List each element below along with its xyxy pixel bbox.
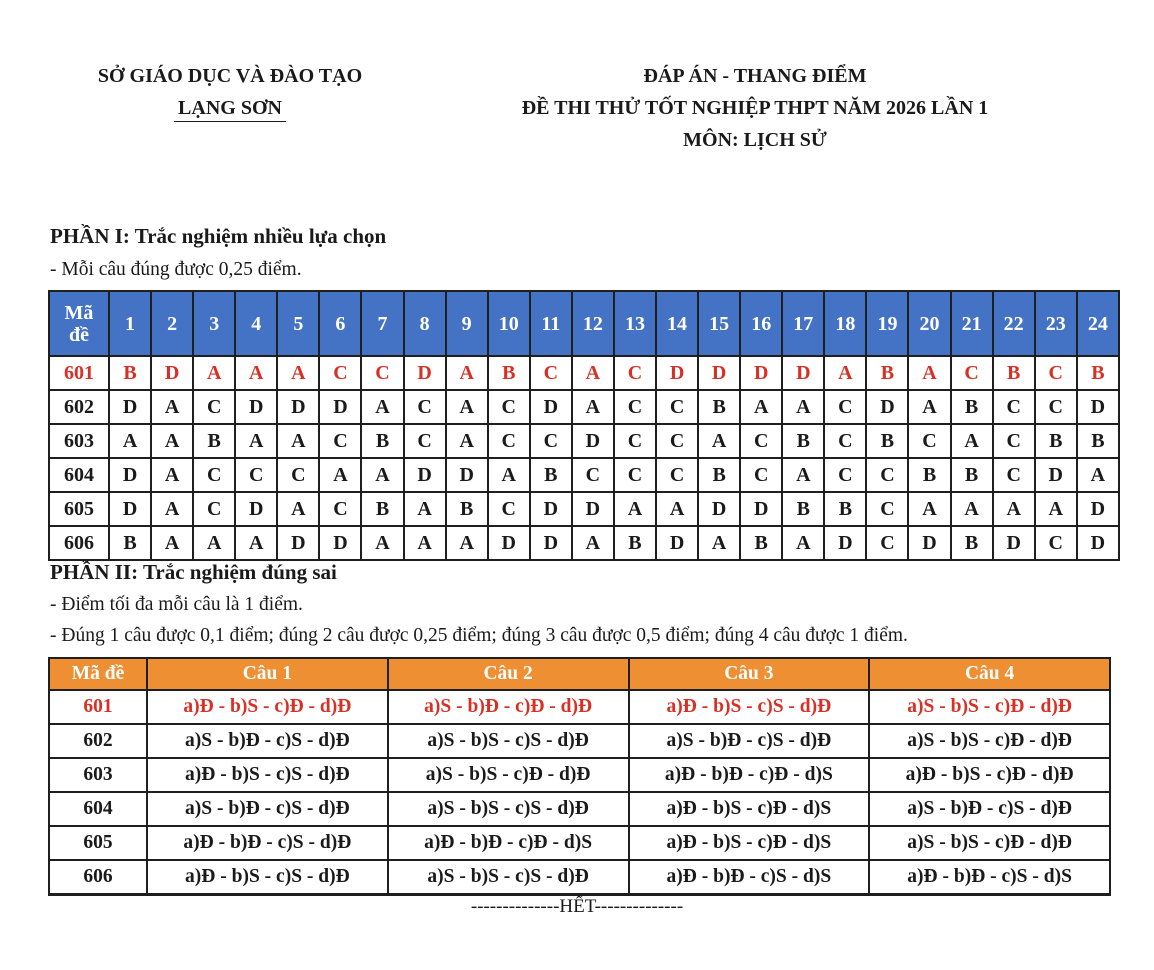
part2-title: PHẦN II: Trắc nghiệm đúng sai	[50, 560, 337, 584]
answer-cell: C	[572, 458, 614, 492]
answer-cell: B	[866, 424, 908, 458]
answer-cell: A	[698, 424, 740, 458]
answer-cell: a)Đ - b)S - c)S - d)Đ	[629, 690, 870, 724]
answer-cell: C	[319, 424, 361, 458]
answer-cell: A	[361, 458, 403, 492]
answer-cell: B	[908, 458, 950, 492]
answer-cell: A	[235, 526, 277, 560]
table-row	[49, 492, 1119, 526]
question-header: 4	[235, 291, 277, 356]
answer-cell: C	[866, 492, 908, 526]
answer-cell: a)Đ - b)S - c)S - d)Đ	[147, 758, 388, 792]
question-header: 16	[740, 291, 782, 356]
answer-cell: B	[740, 526, 782, 560]
answer-cell: A	[277, 492, 319, 526]
answer-cell: D	[656, 526, 698, 560]
answer-cell: a)S - b)S - c)Đ - d)Đ	[869, 724, 1110, 758]
answer-cell: D	[109, 458, 151, 492]
answer-cell: a)S - b)S - c)S - d)Đ	[388, 792, 629, 826]
answer-cell: D	[109, 492, 151, 526]
answer-cell: C	[235, 458, 277, 492]
answer-cell: C	[824, 390, 866, 424]
answer-cell: C	[404, 424, 446, 458]
question-header: 22	[993, 291, 1035, 356]
answer-cell: A	[277, 356, 319, 390]
answer-cell: C	[614, 424, 656, 458]
answer-cell: C	[488, 390, 530, 424]
document-title-block	[470, 60, 1040, 156]
exam-code-cell: 603	[49, 424, 109, 458]
answer-cell: A	[951, 492, 993, 526]
answer-cell: C	[193, 458, 235, 492]
answer-cell: B	[1077, 424, 1119, 458]
answer-cell: A	[404, 526, 446, 560]
answer-cell: a)S - b)Đ - c)S - d)Đ	[147, 792, 388, 826]
table-row	[49, 356, 1119, 390]
answer-cell: a)Đ - b)S - c)Đ - d)S	[629, 826, 870, 860]
part2-note2: - Đúng 1 câu được 0,1 điểm; đúng 2 câu được 0,25 điểm; đúng 3 câu được 0,5 điểm; đúng 4 câu được 1 điểm.	[50, 625, 908, 646]
question-header: 8	[404, 291, 446, 356]
answer-cell: D	[530, 526, 572, 560]
answer-cell: C	[361, 356, 403, 390]
exam-code-cell: 604	[49, 458, 109, 492]
code-header: Mã đề	[49, 658, 147, 690]
answer-cell: C	[740, 424, 782, 458]
answer-cell: A	[614, 492, 656, 526]
answer-cell: D	[235, 492, 277, 526]
answer-cell: C	[614, 390, 656, 424]
answer-cell: A	[908, 356, 950, 390]
answer-cell: A	[277, 424, 319, 458]
answer-cell: a)S - b)S - c)Đ - d)Đ	[869, 690, 1110, 724]
answer-cell: A	[446, 526, 488, 560]
answer-cell: C	[993, 424, 1035, 458]
answer-cell: C	[404, 390, 446, 424]
question-header: Câu 2	[388, 658, 629, 690]
answer-cell: B	[698, 458, 740, 492]
answer-cell: A	[782, 390, 824, 424]
answer-cell: A	[572, 390, 614, 424]
answer-cell: A	[1077, 458, 1119, 492]
answer-cell: a)S - b)Đ - c)S - d)Đ	[629, 724, 870, 758]
answer-cell: a)Đ - b)Đ - c)S - d)Đ	[147, 826, 388, 860]
document-title2: ĐỀ THI THỬ TỐT NGHIỆP THPT NĂM 2026 LẦN 1	[521, 97, 989, 119]
answer-cell: C	[866, 458, 908, 492]
answer-cell: a)Đ - b)S - c)Đ - d)S	[629, 792, 870, 826]
answer-cell: A	[151, 526, 193, 560]
table-row	[49, 724, 1110, 758]
answer-cell: C	[488, 492, 530, 526]
answer-cell: C	[656, 458, 698, 492]
part1-note: - Mỗi câu đúng được 0,25 điểm.	[50, 259, 302, 280]
answer-cell: A	[740, 390, 782, 424]
answer-cell: a)S - b)Đ - c)S - d)Đ	[147, 724, 388, 758]
answer-cell: a)Đ - b)S - c)S - d)Đ	[147, 860, 388, 895]
answer-cell: A	[908, 390, 950, 424]
answer-cell: B	[866, 356, 908, 390]
answer-cell: D	[530, 492, 572, 526]
answer-cell: a)Đ - b)Đ - c)S - d)S	[629, 860, 870, 895]
answer-cell: A	[698, 526, 740, 560]
exam-code-cell: 605	[49, 492, 109, 526]
question-header: 2	[151, 291, 193, 356]
question-header: Câu 4	[869, 658, 1110, 690]
answer-cell: A	[151, 458, 193, 492]
answer-cell: C	[993, 458, 1035, 492]
question-header: 9	[446, 291, 488, 356]
question-header: 18	[824, 291, 866, 356]
answer-cell: C	[656, 424, 698, 458]
answer-cell: A	[656, 492, 698, 526]
answer-cell: D	[319, 526, 361, 560]
question-header: 1	[109, 291, 151, 356]
answer-cell: a)Đ - b)Đ - c)Đ - d)S	[388, 826, 629, 860]
answer-cell: C	[614, 458, 656, 492]
answer-cell: a)S - b)S - c)S - d)Đ	[388, 860, 629, 895]
answer-cell: C	[530, 356, 572, 390]
table-row	[49, 690, 1110, 724]
question-header: 5	[277, 291, 319, 356]
answer-cell: D	[1077, 390, 1119, 424]
answer-cell: A	[235, 424, 277, 458]
part2-header-row	[49, 658, 1110, 690]
answer-cell: D	[1035, 458, 1077, 492]
answer-cell: D	[277, 526, 319, 560]
exam-code-cell: 606	[49, 860, 147, 895]
part2-answer-table	[48, 657, 1111, 896]
table-row	[49, 390, 1119, 424]
answer-cell: D	[572, 492, 614, 526]
answer-cell: C	[993, 390, 1035, 424]
answer-cell: C	[740, 458, 782, 492]
answer-cell: A	[782, 526, 824, 560]
question-header: 24	[1077, 291, 1119, 356]
answer-cell: D	[698, 356, 740, 390]
answer-cell: D	[572, 424, 614, 458]
answer-cell: B	[698, 390, 740, 424]
answer-cell: D	[319, 390, 361, 424]
answer-cell: A	[1035, 492, 1077, 526]
answer-cell: A	[151, 492, 193, 526]
answer-cell: C	[1035, 526, 1077, 560]
question-header: 11	[530, 291, 572, 356]
department-line1: SỞ GIÁO DỤC VÀ ĐÀO TẠO	[97, 65, 363, 87]
answer-cell: B	[488, 356, 530, 390]
question-header: Câu 3	[629, 658, 870, 690]
answer-cell: A	[361, 526, 403, 560]
answer-cell: D	[740, 356, 782, 390]
answer-cell: C	[319, 492, 361, 526]
exam-code-cell: 602	[49, 390, 109, 424]
answer-cell: C	[193, 492, 235, 526]
answer-cell: B	[1077, 356, 1119, 390]
part1-title: PHẦN I: Trắc nghiệm nhiều lựa chọn	[50, 224, 387, 248]
table-row	[49, 860, 1110, 895]
question-header: 21	[951, 291, 993, 356]
answer-cell: D	[151, 356, 193, 390]
answer-cell: a)S - b)S - c)Đ - d)Đ	[388, 758, 629, 792]
exam-code-cell: 601	[49, 690, 147, 724]
answer-cell: D	[235, 390, 277, 424]
answer-cell: D	[277, 390, 319, 424]
answer-cell: a)S - b)Đ - c)S - d)Đ	[869, 792, 1110, 826]
document-title1: ĐÁP ÁN - THANG ĐIỂM	[643, 65, 867, 87]
answer-cell: B	[951, 526, 993, 560]
answer-cell: B	[614, 526, 656, 560]
part1-header-row	[49, 291, 1119, 356]
exam-code-cell: 602	[49, 724, 147, 758]
question-header: 12	[572, 291, 614, 356]
answer-cell: C	[614, 356, 656, 390]
exam-code-cell: 605	[49, 826, 147, 860]
part1-answer-table	[48, 290, 1120, 561]
answer-cell: A	[235, 356, 277, 390]
question-header: 23	[1035, 291, 1077, 356]
exam-code-cell: 604	[49, 792, 147, 826]
question-header: 14	[656, 291, 698, 356]
answer-cell: D	[698, 492, 740, 526]
answer-cell: D	[993, 526, 1035, 560]
answer-cell: A	[151, 424, 193, 458]
answer-cell: D	[656, 356, 698, 390]
answer-cell: D	[488, 526, 530, 560]
answer-cell: C	[193, 390, 235, 424]
answer-cell: B	[951, 390, 993, 424]
part2-note1: - Điểm tối đa mỗi câu là 1 điểm.	[50, 594, 303, 615]
answer-cell: B	[361, 492, 403, 526]
answer-cell: A	[151, 390, 193, 424]
question-header: 15	[698, 291, 740, 356]
answer-cell: D	[404, 356, 446, 390]
table-row	[49, 792, 1110, 826]
answer-cell: B	[951, 458, 993, 492]
code-header: Mã đề	[49, 291, 109, 356]
table-row	[49, 758, 1110, 792]
answer-cell: D	[109, 390, 151, 424]
question-header: 3	[193, 291, 235, 356]
answer-cell: C	[656, 390, 698, 424]
answer-cell: B	[782, 492, 824, 526]
answer-cell: D	[404, 458, 446, 492]
answer-cell: D	[782, 356, 824, 390]
answer-cell: A	[109, 424, 151, 458]
answer-cell: B	[824, 492, 866, 526]
answer-cell: B	[109, 526, 151, 560]
answer-cell: A	[193, 356, 235, 390]
answer-cell: D	[908, 526, 950, 560]
answer-cell: D	[530, 390, 572, 424]
question-header: 20	[908, 291, 950, 356]
answer-cell: C	[1035, 356, 1077, 390]
question-header: 10	[488, 291, 530, 356]
answer-cell: A	[782, 458, 824, 492]
answer-cell: C	[824, 458, 866, 492]
exam-code-cell: 603	[49, 758, 147, 792]
question-header: 19	[866, 291, 908, 356]
department-line2: LẠNG SƠN	[174, 95, 286, 122]
answer-cell: C	[488, 424, 530, 458]
answer-cell: A	[446, 390, 488, 424]
answer-cell: a)S - b)S - c)Đ - d)Đ	[869, 826, 1110, 860]
answer-cell: A	[361, 390, 403, 424]
answer-cell: D	[824, 526, 866, 560]
table-row	[49, 526, 1119, 560]
answer-cell: A	[488, 458, 530, 492]
answer-cell: D	[866, 390, 908, 424]
answer-cell: C	[319, 356, 361, 390]
answer-cell: B	[1035, 424, 1077, 458]
answer-cell: a)Đ - b)Đ - c)Đ - d)S	[629, 758, 870, 792]
answer-cell: B	[109, 356, 151, 390]
answer-cell: B	[530, 458, 572, 492]
answer-cell: C	[951, 356, 993, 390]
answer-cell: A	[319, 458, 361, 492]
answer-cell: A	[404, 492, 446, 526]
answer-cell: B	[361, 424, 403, 458]
answer-cell: A	[572, 526, 614, 560]
answer-cell: C	[908, 424, 950, 458]
answer-cell: C	[530, 424, 572, 458]
exam-code-cell: 601	[49, 356, 109, 390]
answer-cell: A	[908, 492, 950, 526]
answer-cell: C	[277, 458, 319, 492]
answer-cell: a)Đ - b)S - c)Đ - d)Đ	[147, 690, 388, 724]
end-marker: --------------HẾT--------------	[470, 896, 684, 917]
answer-cell: C	[866, 526, 908, 560]
exam-code-cell: 606	[49, 526, 109, 560]
answer-cell: D	[1077, 492, 1119, 526]
question-header: Câu 1	[147, 658, 388, 690]
table-row	[49, 424, 1119, 458]
question-header: 13	[614, 291, 656, 356]
answer-cell: B	[782, 424, 824, 458]
question-header: 6	[319, 291, 361, 356]
answer-cell: a)S - b)S - c)S - d)Đ	[388, 724, 629, 758]
answer-cell: a)S - b)Đ - c)Đ - d)Đ	[388, 690, 629, 724]
answer-cell: A	[572, 356, 614, 390]
answer-cell: A	[446, 424, 488, 458]
answer-cell: A	[951, 424, 993, 458]
answer-cell: C	[1035, 390, 1077, 424]
answer-cell: A	[446, 356, 488, 390]
answer-cell: B	[993, 356, 1035, 390]
document-title3: MÔN: LỊCH SỬ	[683, 129, 827, 151]
answer-cell: D	[446, 458, 488, 492]
question-header: 17	[782, 291, 824, 356]
answer-cell: D	[1077, 526, 1119, 560]
answer-cell: A	[193, 526, 235, 560]
answer-cell: B	[446, 492, 488, 526]
answer-cell: a)Đ - b)Đ - c)S - d)S	[869, 860, 1110, 895]
answer-cell: a)Đ - b)S - c)Đ - d)Đ	[869, 758, 1110, 792]
table-row	[49, 458, 1119, 492]
answer-cell: A	[824, 356, 866, 390]
question-header: 7	[361, 291, 403, 356]
answer-cell: B	[193, 424, 235, 458]
answer-cell: C	[824, 424, 866, 458]
department-header	[40, 60, 420, 124]
answer-cell: D	[740, 492, 782, 526]
answer-cell: A	[993, 492, 1035, 526]
table-row	[49, 826, 1110, 860]
